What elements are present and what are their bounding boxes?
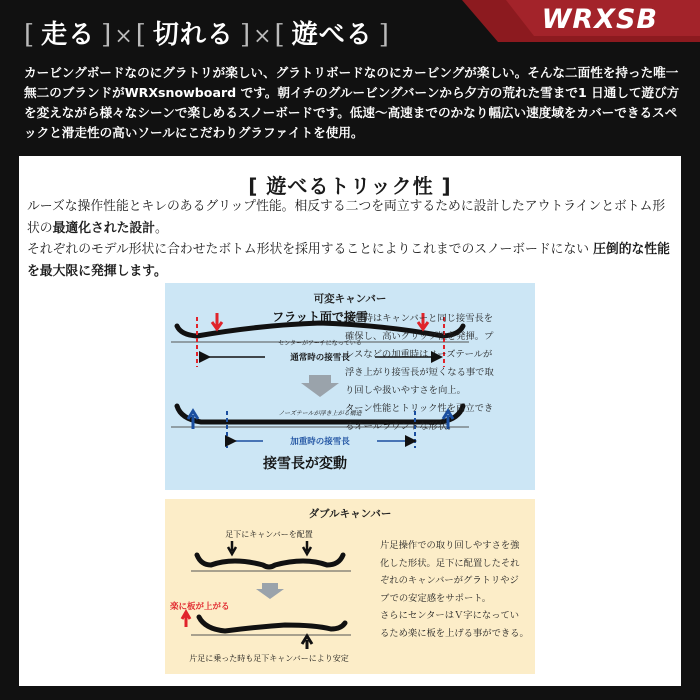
- note-line: さらにセンターはＶ字になってい: [380, 610, 520, 621]
- intro-paragraph: カービングボードなのにグラトリが楽しい、グラトリボードなのにカービングが楽しい。そんな二面性を持った唯一無二のブランドがWRXsnowboard です。朝イチのグルービングバーンから夕方の荒れた雪まで1 日通して遊び方を変えながら様々なシーンで楽しめるスノーボードです。低速〜高速までのかなり幅広い速度域をカバーできるスペックと滑走性の高いソールにこだわりグラファイトを使用。: [24, 65, 680, 140]
- brand-logo: WRXSB: [541, 4, 658, 35]
- header-word-cut: 切れる: [152, 20, 234, 50]
- lifts-label: 楽に板が上がる: [170, 602, 230, 612]
- bracket-open: [: [274, 20, 286, 50]
- transition-arrow-icon: [301, 375, 339, 397]
- note-line: 確保し、高いグリップ性を発揮。プ: [345, 331, 494, 342]
- double-camber-title: ダブルキャンバー: [308, 508, 392, 520]
- times-symbol: ×: [253, 24, 273, 49]
- variable-camber-box: [165, 283, 535, 490]
- down-arrow-icon: [212, 313, 222, 329]
- note-line: り回しや扱いやすさを向上。: [345, 385, 466, 396]
- up-arrow-icon: [182, 612, 190, 627]
- bracket-close: ]: [378, 20, 390, 50]
- bracket-open: [: [135, 20, 147, 50]
- note-line: 化した形状。足下に配置したそれ: [380, 557, 520, 569]
- header-word-play: 遊べる: [291, 20, 373, 50]
- note-line: ブでの安定感をサポート。: [380, 592, 492, 604]
- down-arrow-icon: [303, 541, 311, 554]
- flat-label: フラット面で接雪: [272, 310, 368, 324]
- up-arrow-icon: [302, 636, 312, 649]
- nose-tail-label: ノーズテールが浮き上がる構造: [278, 410, 362, 417]
- paragraph-2-emphasis: 圧倒的な性能を最大限に発揮します: [27, 242, 670, 279]
- paragraph-2-text: それぞれのモデル形状に合わせたボトム形状を採用することによりこれまでのスノーボードにない: [27, 242, 594, 257]
- center-label: センターがアーチになっている: [278, 340, 362, 347]
- one-foot-label: 片足に乗った時も足下キャンバーにより安定: [189, 654, 349, 663]
- variable-camber-note: [345, 310, 494, 436]
- loaded-length-label: 加重時の接雪長: [290, 437, 350, 447]
- double-camber-note: [380, 537, 529, 642]
- paragraph-1-text: ルーズな操作性能とキレのあるグリップ性能。相反する二つを両立するために設計したアウトラインとボトム形状の: [27, 199, 666, 236]
- header-word-run: 走る: [41, 20, 96, 50]
- note-line: 浮き上がり接雪長が短くなる事で取: [345, 367, 494, 378]
- bracket-close: ]: [101, 20, 113, 50]
- content-panel: [19, 156, 681, 686]
- note-line: るため楽に板を上げる事ができる。: [380, 627, 529, 639]
- note-line: ぞれのキャンバーがグラトリやジ: [380, 575, 519, 586]
- header-title: [24, 14, 390, 51]
- note-line: 通常時はキャンバーと同じ接雪長を: [345, 313, 494, 324]
- note-line: レスなどの加重時はノーズテールが: [345, 349, 493, 360]
- note-line: るオールラウンドな形状。: [345, 421, 457, 432]
- paragraph-1-emphasis: 最適化された設計: [52, 220, 155, 236]
- variable-camber-title: 可変キャンバー: [313, 293, 387, 305]
- double-camber-box: [165, 499, 535, 674]
- board-double-camber: [197, 555, 343, 567]
- section-body: [27, 196, 677, 282]
- changes-label: 接雪長が変動: [263, 456, 347, 472]
- under-feet-label: 足下にキャンバーを配置: [225, 530, 313, 539]
- normal-length-label: 通常時の接雪長: [290, 353, 350, 363]
- board-one-foot: [199, 617, 345, 631]
- header: [0, 0, 700, 62]
- note-line: ターン性能とトリック性を両立でき: [345, 403, 494, 414]
- paragraph-2-end: 。: [153, 263, 167, 279]
- down-arrow-icon: [228, 541, 236, 554]
- section-title: [ 遊べるトリック性 ]: [248, 174, 452, 198]
- paragraph-1-end: 。: [154, 220, 168, 236]
- note-line: 片足操作での取り回しやすさを強: [380, 540, 520, 551]
- times-symbol: ×: [114, 24, 134, 49]
- transition-arrow-icon: [256, 583, 284, 599]
- bracket-open: [: [24, 20, 36, 50]
- bracket-close: ]: [239, 20, 252, 50]
